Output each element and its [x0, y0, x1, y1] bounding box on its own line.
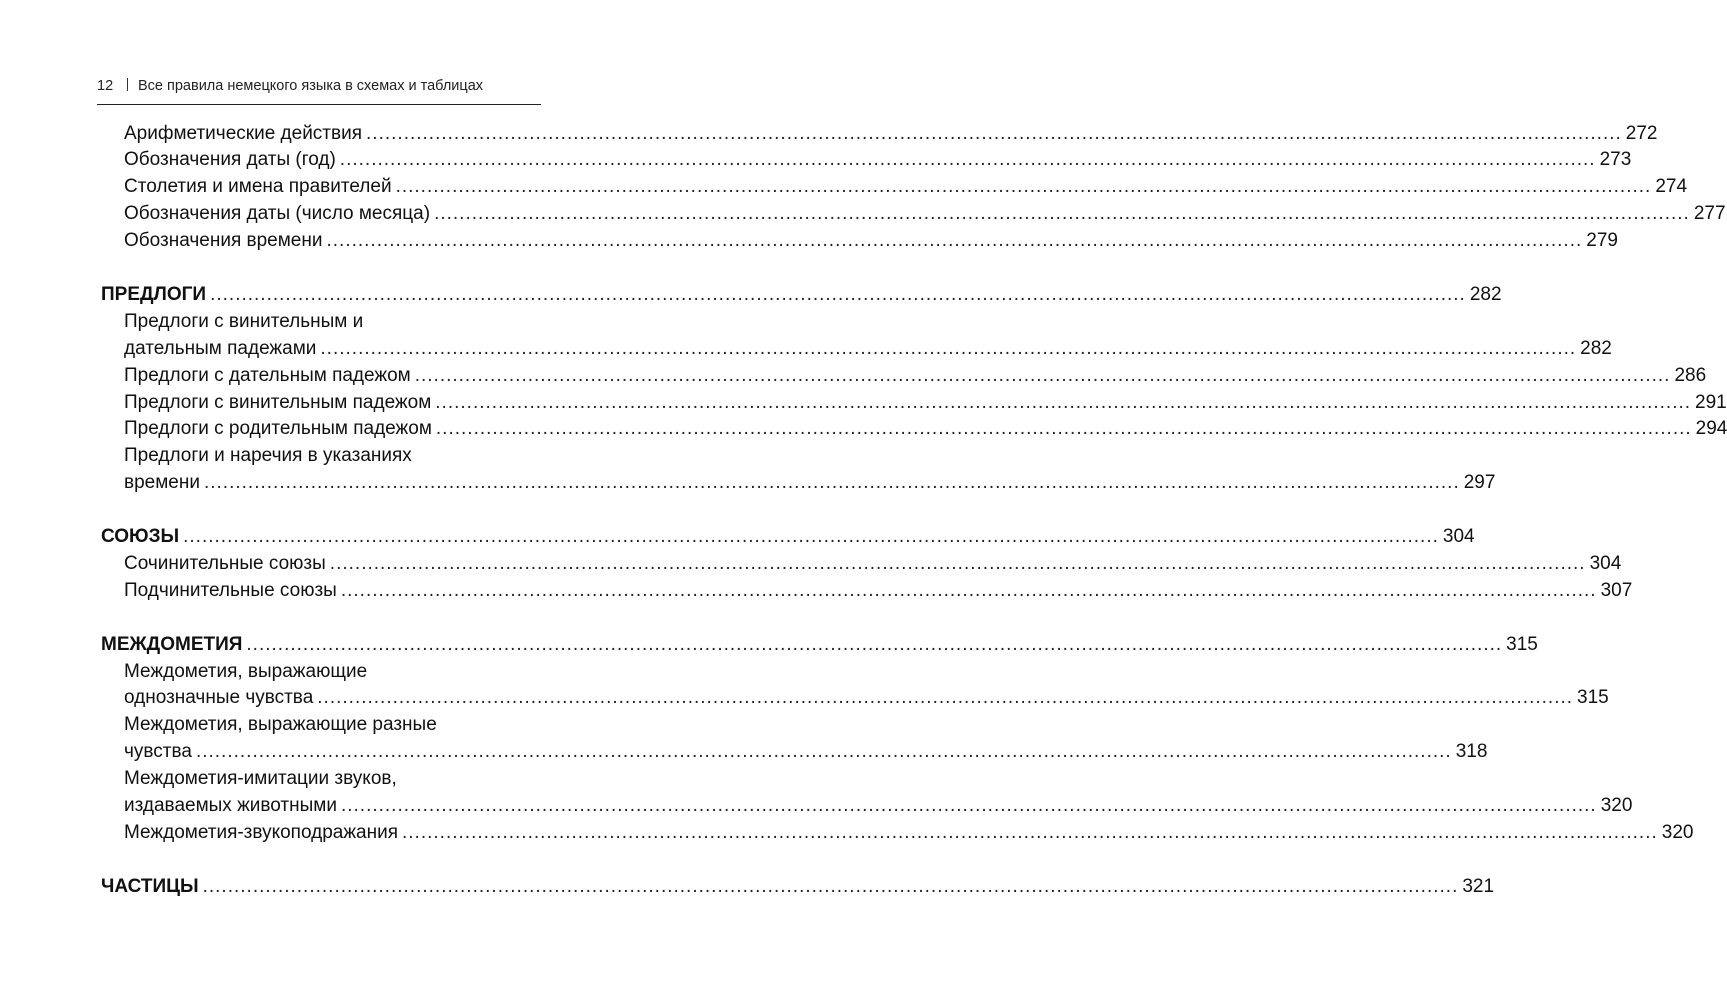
entry-page: 286 — [1674, 364, 1707, 386]
book-title: Все правила немецкого языка в схемах и таблицах — [138, 78, 484, 94]
toc-entry[interactable] — [124, 470, 1496, 497]
dot-leader: ........................................................................................................................................................................................................ — [435, 418, 1692, 440]
entry-title: дательным падежами — [124, 337, 317, 359]
dot-leader: ........................................................................................................................................................................................................ — [210, 283, 1466, 305]
toc-entry[interactable] — [124, 712, 541, 739]
toc-entry[interactable] — [124, 228, 1618, 255]
entry-page: 274 — [1655, 176, 1688, 198]
entry-page: 291 — [1695, 391, 1727, 413]
entry-title: однозначные чувства — [124, 687, 314, 709]
entry-page: 321 — [1462, 875, 1495, 897]
dot-leader: ........................................................................................................................................................................................................ — [435, 391, 1692, 413]
entry-page: 304 — [1589, 552, 1622, 574]
section-heading[interactable] — [101, 631, 1538, 658]
entry-page: 318 — [1455, 741, 1488, 763]
toc-entry[interactable] — [124, 362, 1707, 389]
running-header — [97, 78, 541, 94]
entry-page: 315 — [1506, 633, 1538, 655]
entry-page: 282 — [1469, 283, 1502, 305]
dot-leader: ........................................................................................................................................................................................................ — [434, 203, 1690, 225]
page-number: 12 — [97, 78, 114, 94]
entry-page: 273 — [1599, 149, 1632, 171]
entry-title: Предлоги с винительным и — [124, 310, 364, 332]
dot-leader: ........................................................................................................................................................................................................ — [202, 875, 1459, 897]
entry-title: времени — [124, 472, 200, 494]
toc-entry[interactable] — [124, 550, 1622, 577]
dot-leader: ........................................................................................................................................................................................................ — [414, 364, 1671, 386]
section-heading[interactable] — [101, 873, 1495, 900]
entry-title: Обозначения времени — [124, 230, 323, 252]
dot-leader: ........................................................................................................................................................................................................ — [402, 821, 1658, 843]
dot-leader: ........................................................................................................................................................................................................ — [203, 472, 1460, 494]
dot-leader: ........................................................................................................................................................................................................ — [366, 122, 1622, 144]
toc-entry[interactable] — [124, 389, 1727, 416]
entry-page: 297 — [1463, 472, 1496, 494]
entry-title: Предлоги и наречия в указаниях — [124, 445, 412, 467]
entry-title: Обозначения даты (число месяца) — [124, 203, 431, 225]
entry-title: Междометия-имитации звуков, — [124, 768, 397, 790]
toc-entry[interactable] — [124, 201, 1726, 228]
toc-entry[interactable] — [124, 443, 541, 470]
entry-title: Предлоги с дательным падежом — [124, 364, 411, 386]
entry-title: Предлоги с винительным падежом — [124, 391, 432, 413]
entry-title: Столетия и имена правителей — [124, 176, 392, 198]
entry-page: 277 — [1693, 203, 1726, 225]
toc-entry[interactable] — [124, 766, 541, 793]
entry-page: 279 — [1586, 230, 1618, 252]
toc-entry[interactable] — [124, 793, 1633, 820]
dot-leader: ........................................................................................................................................................................................................ — [317, 687, 1574, 709]
dot-leader: ........................................................................................................................................................................................................ — [329, 552, 1586, 574]
entry-title: Сочинительные союзы — [124, 552, 326, 574]
entry-title: ПРЕДЛОГИ — [101, 283, 207, 305]
entry-title: Междометия-звукоподражания — [124, 821, 398, 843]
entry-title: издаваемых животными — [124, 795, 337, 816]
dot-leader: ........................................................................................................................................................................................................ — [320, 337, 1577, 359]
entry-title: Междометия, выражающие — [124, 660, 368, 682]
dot-leader: ........................................................................................................................................................................................................ — [246, 633, 1503, 655]
dot-leader: ........................................................................................................................................................................................................ — [326, 230, 1583, 252]
toc-entry[interactable] — [124, 335, 1612, 362]
dot-leader: ........................................................................................................................................................................................................ — [195, 741, 1452, 763]
entry-title: Предлоги с родительным падежом — [124, 418, 432, 440]
entry-page: 320 — [1600, 795, 1633, 816]
entry-page: 315 — [1577, 687, 1609, 709]
dot-leader: ........................................................................................................................................................................................................ — [340, 795, 1597, 816]
toc-entry[interactable] — [124, 120, 1658, 147]
toc-entry[interactable] — [124, 174, 1688, 201]
toc-entry[interactable] — [124, 147, 1632, 174]
toc-entry[interactable] — [124, 577, 1633, 604]
entry-title: Подчинительные союзы — [124, 579, 337, 601]
entry-page: 272 — [1625, 122, 1658, 144]
entry-page: 294 — [1695, 418, 1727, 440]
section-heading[interactable] — [101, 524, 1475, 551]
entry-title: Обозначения даты (год) — [124, 149, 336, 171]
toc-entry[interactable] — [124, 819, 1694, 846]
header-rule — [97, 104, 541, 105]
entry-page: 307 — [1600, 579, 1633, 601]
entry-title: Арифметические действия — [124, 122, 363, 144]
toc-entry[interactable] — [124, 416, 1727, 443]
entry-page: 282 — [1580, 337, 1612, 359]
entry-page: 304 — [1442, 526, 1475, 547]
entry-title: МЕЖДОМЕТИЯ — [101, 633, 243, 655]
header-divider — [127, 78, 128, 91]
dot-leader: ........................................................................................................................................................................................................ — [339, 149, 1596, 171]
toc-entry[interactable] — [124, 308, 541, 335]
entry-title: ЧАСТИЦЫ — [101, 875, 199, 897]
toc-entry[interactable] — [124, 658, 541, 685]
toc-entry[interactable] — [124, 685, 1609, 712]
dot-leader: ........................................................................................................................................................................................................ — [183, 526, 1439, 547]
toc-entry[interactable] — [124, 739, 1488, 766]
section-heading[interactable] — [101, 281, 1502, 308]
entry-page: 320 — [1661, 821, 1694, 843]
dot-leader: ........................................................................................................................................................................................................ — [395, 176, 1652, 198]
entry-title: Междометия, выражающие разные — [124, 714, 437, 736]
entry-title: чувства — [124, 741, 192, 763]
dot-leader: ........................................................................................................................................................................................................ — [340, 579, 1597, 601]
entry-title: СОЮЗЫ — [101, 526, 180, 547]
